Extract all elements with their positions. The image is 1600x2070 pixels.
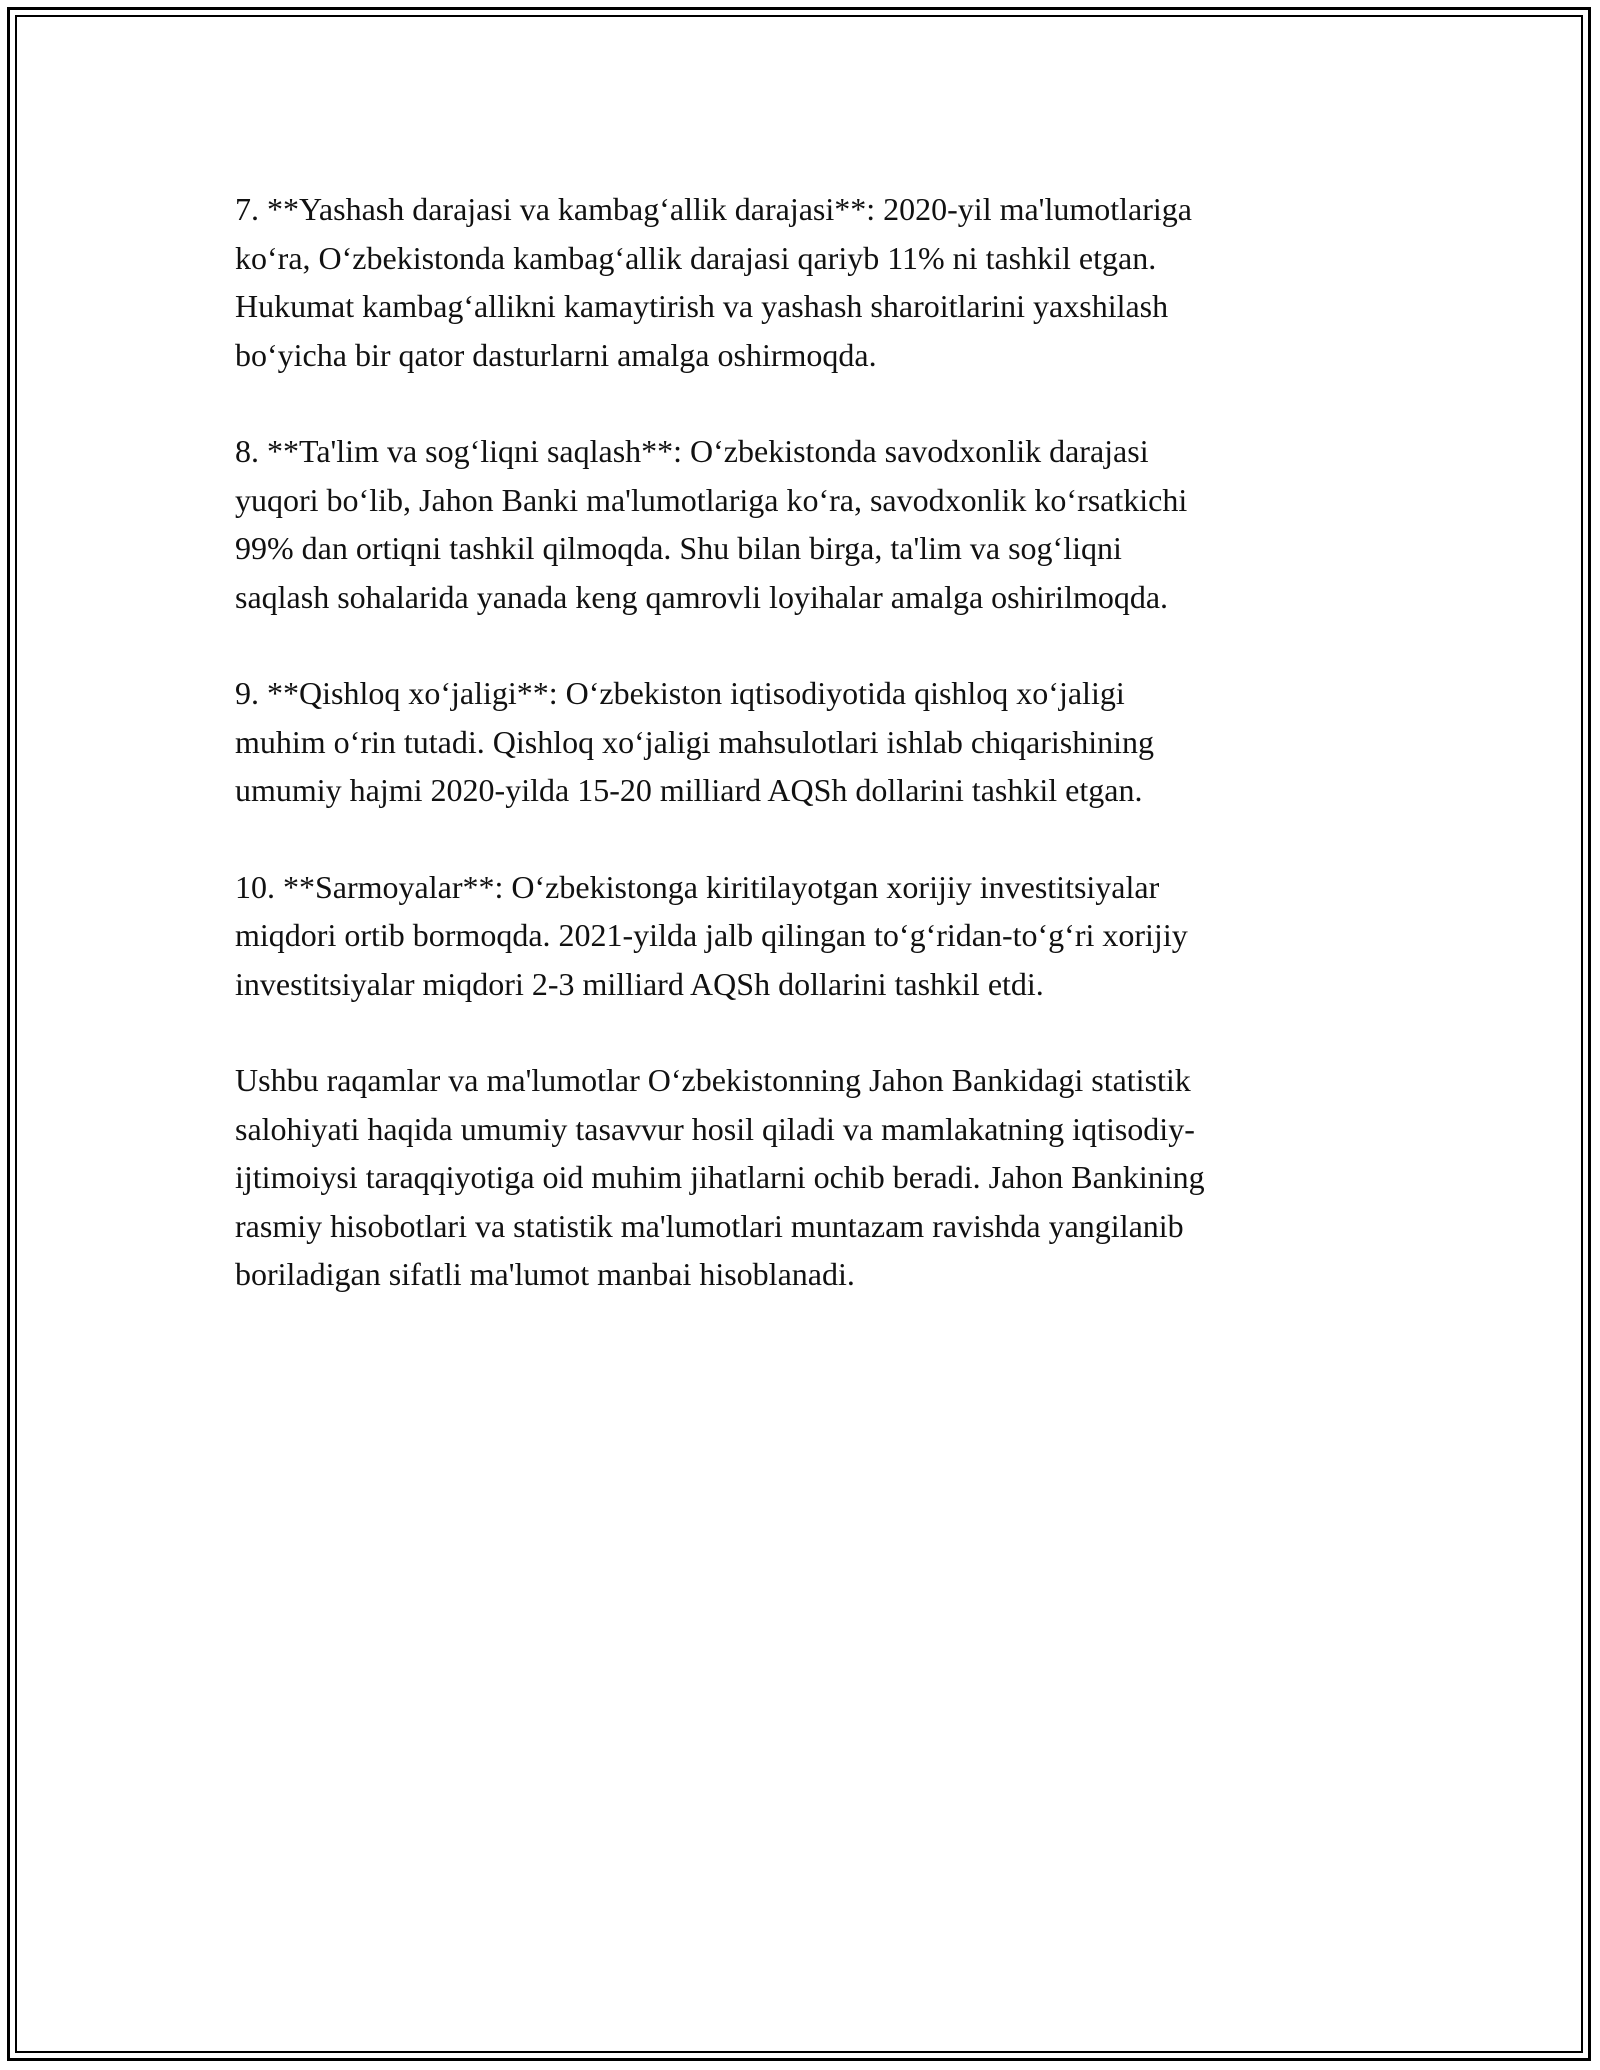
paragraph-item-10: 10. **Sarmoyalar**: O‘zbekistonga kiritilayotgan xorijiy investitsiyalar miqdori ortib bormoqda. 2021-yilda jalb qilingan to‘g‘ridan-to‘g‘ri xorijiy investitsiyalar miqdori 2-3 milliard AQSh dollarini tashkil etdi. xyxy=(235,868,1188,1002)
paragraph-item-7: 7. **Yashash darajasi va kambag‘allik darajasi**: 2020-yil ma'lumotlariga ko‘ra, O‘zbekistonda kambag‘allik darajasi qariyb 11% ni tashkil etgan. Hukumat kambag‘allikni kamaytirish va yashash sharoitlarini yaxshilash bo‘yicha bir qator dasturlarni amalga oshirmoqda. xyxy=(235,191,1192,373)
paragraph-conclusion: Ushbu raqamlar va ma'lumotlar O‘zbekistonning Jahon Bankidagi statistik salohiyati haqida umumiy tasavvur hosil qiladi va mamlakatning iqtisodiy- ijtimoiysi taraqqiyotiga oid muhim jihatlarni ochib beradi. Jahon Bankining rasmiy hisobotlari va statistik ma'lumotlari muntazam ravishda yangilanib boriladigan sifatli ma'lumot manbai hisoblanadi. xyxy=(235,1062,1205,1292)
document-body xyxy=(235,185,1375,1347)
paragraph-item-9: 9. **Qishloq xo‘jaligi**: O‘zbekiston iqtisodiyotida qishloq xo‘jaligi muhim o‘rin tutadi. Qishloq xo‘jaligi mahsulotlari ishlab chiqarishining umumiy hajmi 2020-yilda 15-20 milliard AQSh dollarini tashkil etgan. xyxy=(235,675,1154,808)
paragraph-item-8: 8. **Ta'lim va sog‘liqni saqlash**: O‘zbekistonda savodxonlik darajasi yuqori bo‘lib, Jahon Banki ma'lumotlariga ko‘ra, savodxonlik ko‘rsatkichi 99% dan ortiqni tashkil qilmoqda. Shu bilan birga, ta'lim va sog‘liqni saqlash sohalarida yanada keng qamrovli loyihalar amalga oshirilmoqda. xyxy=(235,433,1188,615)
